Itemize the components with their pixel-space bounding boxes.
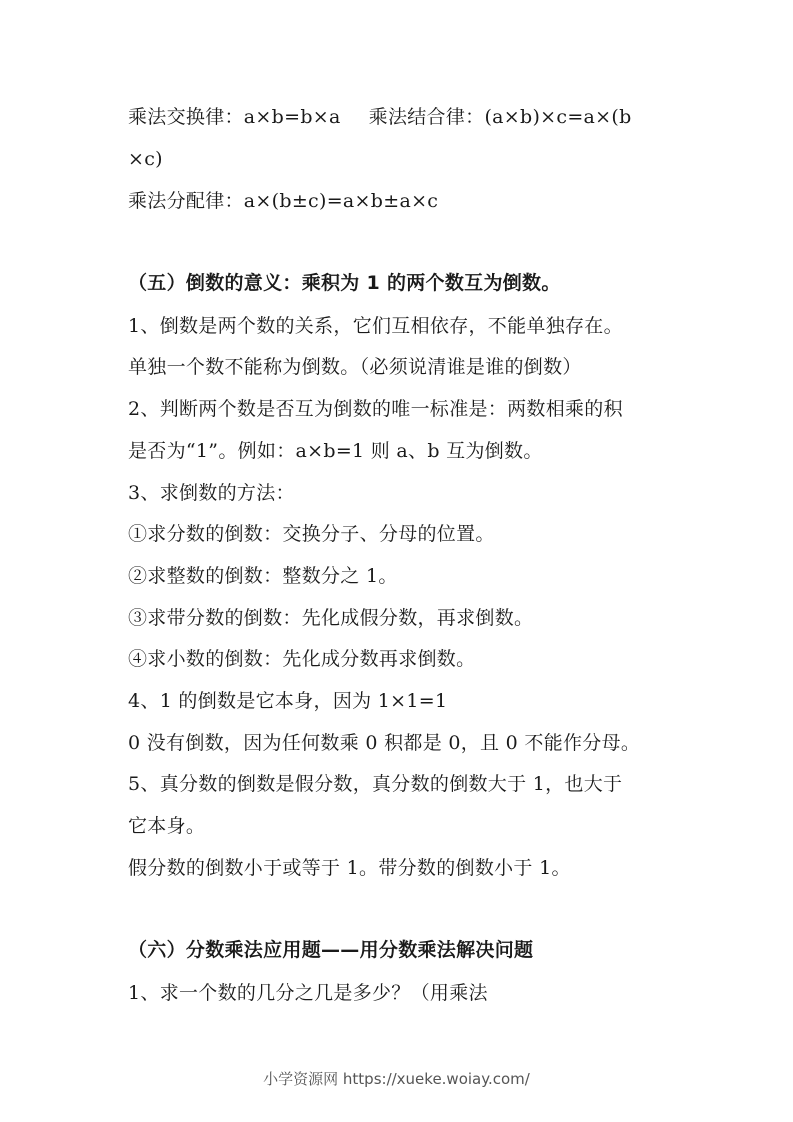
law-line-1 xyxy=(128,104,668,130)
section-5-line: ②求整数的倒数：整数分之 1。 xyxy=(128,565,398,587)
section-5-line: 1、倒数是两个数的关系，它们互相依存，不能单独存在。 xyxy=(128,315,623,337)
section-5-line: 0 没有倒数，因为任何数乘 0 积都是 0，且 0 不能作分母。 xyxy=(128,732,641,754)
section-5-heading: （五）倒数的意义：乘积为 1 的两个数互为倒数。 xyxy=(128,272,561,294)
section-5-line: 假分数的倒数小于或等于 1。带分数的倒数小于 1。 xyxy=(128,857,571,879)
section-5-line: 是否为“1”。例如：a×b=1 则 a、b 互为倒数。 xyxy=(128,440,543,462)
section-5-line: 2、判断两个数是否互为倒数的唯一标准是：两数相乘的积 xyxy=(128,398,623,420)
section-5-line: ④求小数的倒数：先化成分数再求倒数。 xyxy=(128,648,476,670)
section-5-line: ①求分数的倒数：交换分子、分母的位置。 xyxy=(128,523,495,545)
section-5-line: 4、1 的倒数是它本身，因为 1×1=1 xyxy=(128,690,448,712)
section-6-line: 1、求一个数的几分之几是多少？（用乘法 xyxy=(128,982,488,1004)
section-6-heading: （六）分数乘法应用题——用分数乘法解决问题 xyxy=(128,939,534,961)
section-5-line: 3、求倒数的方法： xyxy=(128,482,295,504)
section-5-line: 它本身。 xyxy=(128,815,206,837)
section-5-line: 单独一个数不能称为倒数。（必须说清谁是谁的倒数） xyxy=(128,356,582,378)
commutative-law: 乘法交换律：a×b=b×a xyxy=(128,106,341,128)
distributive-law: 乘法分配律：a×(b±c)=a×b±a×c xyxy=(128,190,439,212)
section-5-line: 5、真分数的倒数是假分数，真分数的倒数大于 1，也大于 xyxy=(128,773,623,795)
section-5-line: ③求带分数的倒数：先化成假分数，再求倒数。 xyxy=(128,607,534,629)
page-footer: 小学资源网 https://xueke.woiay.com/ xyxy=(263,1070,530,1088)
law-line-2: ×c) xyxy=(128,148,163,170)
associative-law: 乘法结合律：(a×b)×c=a×(b xyxy=(368,106,632,128)
